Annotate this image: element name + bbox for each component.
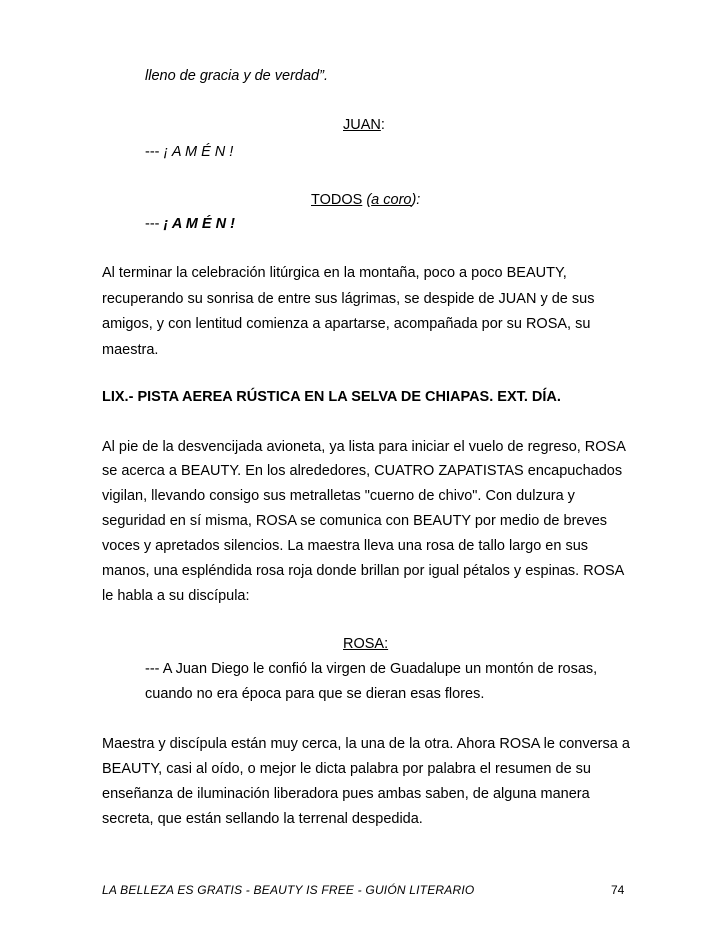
paragraph-line: BEAUTY, casi al oído, o mejor le dicta palabra por palabra el resumen de su (102, 761, 591, 777)
juan-dialog (145, 142, 233, 162)
paragraph-line: voces y apretados silencios. La maestra lleva una rosa de tallo largo en sus (102, 538, 589, 554)
speaker-rosa: ROSA: (343, 636, 389, 652)
page-number: 74 (611, 883, 625, 897)
todos-dialog-text: ¡ A M É N ! (163, 216, 235, 232)
paragraph-line: enseñanza de iluminación liberadora pues ambas saben, de alguna manera (102, 786, 590, 802)
todos-paren-open: ( (362, 192, 372, 208)
paragraph-line: seguridad en sí misma, ROSA se comunica con BEAUTY por medio de breves (102, 513, 608, 529)
speaker-juan (343, 115, 385, 135)
todos-paren-close: ): (411, 192, 421, 208)
speaker-juan-name: JUAN (343, 117, 381, 133)
paragraph-line: secreta, que están sellando la terrenal despedida. (102, 811, 423, 827)
scene-heading: LIX.- PISTA AEREA RÚSTICA EN LA SELVA DE CHIAPAS. EXT. DÍA. (102, 389, 561, 405)
speaker-juan-colon: : (380, 117, 385, 133)
footer-title: LA BELLEZA ES GRATIS - BEAUTY IS FREE - GUIÓN LITERARIO (102, 883, 475, 897)
paragraph-line: le habla a su discípula: (102, 588, 250, 604)
speaker-todos-name: TODOS (311, 192, 363, 208)
paragraph-line: amigos, y con lentitud comienza a apartarse, acompañada por su ROSA, su (102, 316, 591, 332)
quote-line: lleno de gracia y de verdad”. (145, 68, 328, 84)
rosa-dialog-line: cuando no era época para que se dieran esas flores. (145, 686, 485, 702)
paragraph-line: se acerca a BEAUTY. En los alrededores, CUATRO ZAPATISTAS encapuchados (102, 463, 623, 479)
paragraph-line: Al terminar la celebración litúrgica en la montaña, poco a poco BEAUTY, (102, 265, 567, 281)
todos-dialog (145, 214, 235, 234)
paragraph-line: manos, una espléndida rosa roja donde brillan por igual pétalos y espinas. ROSA (102, 563, 625, 579)
paragraph-line: recuperando su sonrisa de entre sus lágrimas, se despide de JUAN y de sus (102, 291, 595, 307)
paragraph-line: maestra. (102, 342, 159, 358)
rosa-dialog-line: --- A Juan Diego le confió la virgen de Guadalupe un montón de rosas, (145, 661, 598, 677)
juan-dialog-prefix: --- (145, 144, 164, 160)
paragraph-line: Al pie de la desvencijada avioneta, ya lista para iniciar el vuelo de regreso, ROSA (102, 439, 626, 455)
todos-parenthetical: a coro (371, 192, 412, 208)
speaker-todos (311, 190, 420, 210)
paragraph-line: Maestra y discípula están muy cerca, la una de la otra. Ahora ROSA le conversa a (102, 736, 630, 752)
todos-dialog-prefix: --- (145, 216, 164, 232)
paragraph-line: vigilan, llevando consigo sus metralletas "cuerno de chivo". Con dulzura y (102, 488, 575, 504)
juan-dialog-text: ¡ A M É N ! (163, 144, 234, 160)
